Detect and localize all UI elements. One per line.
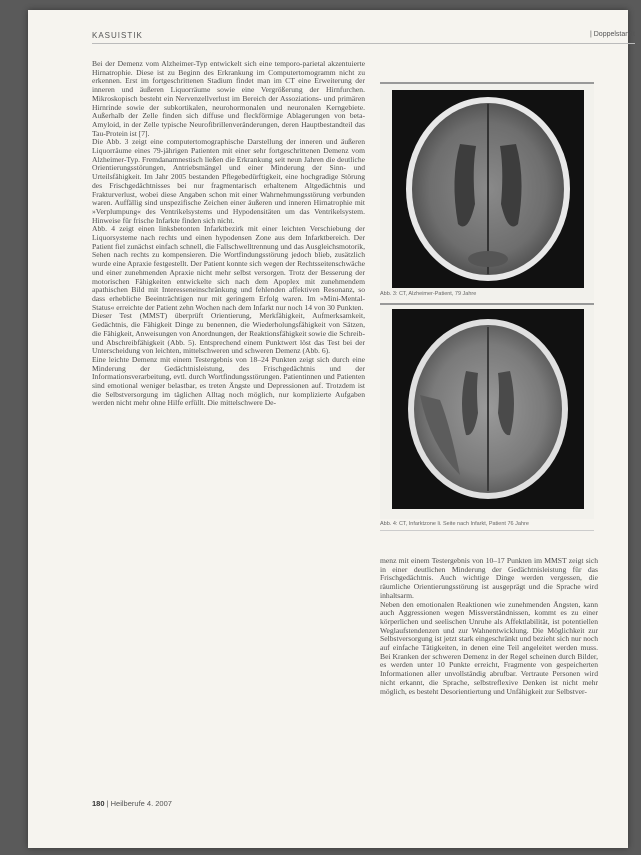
page-footer bbox=[92, 799, 172, 808]
ct-scan-image-2 bbox=[380, 305, 594, 511]
paragraph: Eine leichte Demenz mit einem Testergebnis von 18–24 Punkten zeigt sich durch eine Minderung der Gedächtnisleistung, des Frischgedächtnis und der Informationsverarbeitung, evtl. durch Wortfindungsstörungen. Patientinnen und Patienten sind emotional weniger belastbar, es treten Ängste und Depressionen auf. Trotzdem ist die Selbstversorgung im täglichen Alltag noch möglich, nur komplizierte Aufgaben werden nicht mehr ohne Hilfe erfüllt. Die mittelschwere De- bbox=[92, 354, 365, 408]
paragraph: Abb. 4 zeigt einen linksbetonten Infarktbezirk mit einer leichten Verschiebung der Liquorsysteme nach rechts und einen hypodensen Zone aus dem Infarktbereich. Der Patient fiel zunächst einfach schnell, die Fallschwelltrennung und das Ausgleichsmotorik, Sehen nach rechts zu kompensieren. Die Wortfindungsstörung jedoch blieb, zusätzlich wurde eine Apraxie festgestellt. Der Patient konnte sich wegen der Rechtsseitenschwäche und einer zunehmenden Apraxie nicht mehr selbst versorgen. Trotz der Besserung der motorischen Fähigkeiten entwickelte sich nach dem Apoplex mit zunehmendem apathischen Bild mit Interesseneinschränkung und fehlenden affektiven Resonanz, so dass erhebliche Beeinträchtigen nur mit geringem Erfolg waren. Im »Mini-Mental-Status« erreichte der Patient zehn Wochen nach dem Infarkt nur noch 14 von 30 Punkten. bbox=[92, 224, 365, 312]
running-header-section: KASUISTIK bbox=[92, 31, 143, 40]
header-rule bbox=[92, 43, 635, 44]
paragraph: menz mit einem Testergebnis von 10–17 Punkten im MMST zeigt sich in einer deutlichen Minderung der Gedächtnisleistung für das Frischgedächtnis. Auch wichtige Dinge werden vergessen, die räumliche Orientierungsstörung ist ausgeprägt und die Sprache wird inhaltsarm. bbox=[380, 556, 598, 600]
figure-caption-1: Abb. 3: CT, Alzheimer-Patient, 79 Jahre bbox=[380, 291, 477, 297]
paragraph: Neben den emotionalen Reaktionen wie zunehmenden Ängsten, kann auch Aggressionen wegen Missverständnissen, kommt es zu einer körperlichen und seelischen Unruhe als Affektlabilität, ist potentiellen Weglaufstendenzen und zur Wahnentwicklung. Die Möglichkeit zur Selbstversorgung ist jetzt stark eingeschränkt und bezieht sich nur noch auf einfache Tätigkeiten, in denen eine Teil angeleitet werden muss. Bei Kranken der schweren Demenz in der Regel scheinen durch Bilder, es werden unter 10 Punkte erreicht, Fragmente von gespeicherten Informationen aller unvollständig abrufbar. Vertraute Personen wird nicht erkannt, die Sprache, selbstreflexive Denken ist nicht mehr möglich, es besteht Desorientiertung und Unfähigkeit zur Selbstver- bbox=[380, 599, 598, 696]
paragraph: Bei der Demenz vom Alzheimer-Typ entwickelt sich eine temporo-parietal akzentuierte Hirnatrophie. Diese ist zu Beginn des Erkrankung im Computertomogramm nicht zu erkennen. Erst im fortgeschrittenen Stadium findet man im CT eine Erweiterung der inneren und äußeren Liquorräume sowie eine Vergrößerung der Hirnfurchen. Mikroskopisch besteht ein Nervenzellverlust im Bereich der Assoziations- und primären Hirnrinde sowie der subkortikalen, neurohormonalen und neuronalen Kerngebiete. Außerhalb der Zelle finden sich diffuse und fleckförmige Ablagerungen von beta-Amyloid, in der Zelle typische Neurofibrillenveränderungen, deren Hauptbestandteil das Tau-Protein ist [7]. bbox=[92, 59, 365, 138]
paragraph: Die Abb. 3 zeigt eine computertomographische Darstellung der inneren und äußeren Liquorräume eines 79-jährigen Patienten mit einer sehr fortgeschrittenen Demenz vom Alzheimer-Typ. Fremdanamnestisch ließen die Erkrankung seit neun Jahren die deutliche Orientierungsstörungen, Antriebsmängel und einer Minderung der Sinn- und Urteilsfähigkeit. Im Jahr 2005 bestanden Pflegebedürftigkeit, eine hochgradige Störung des Frischgedächtnisses bei nur fragmentarisch erhaltenem Altgedächtnis und Frakturverlust, wobei diese Angaben schon mit einer Wahrnehmungsstörung verbunden waren. Auffällig sind unspezifische Zeichen einer äußeren und inneren Hirnatrophie mit »Verplumpung« des Ventrikelsystems und Hypodensitäten um das Ventrikelsystem. Hinweise für frische Infarkte finden sich nicht. bbox=[92, 137, 365, 225]
page-number: 180 bbox=[92, 799, 105, 808]
text-column-left bbox=[92, 60, 365, 408]
text-column-right bbox=[380, 557, 598, 696]
running-header-department: | Doppelstandt bbox=[589, 31, 635, 38]
figure-ct-scan-1 bbox=[380, 82, 594, 300]
caption-rule bbox=[380, 530, 594, 531]
figure-caption-2: Abb. 4: CT, Infarktzone li. Seite nach Infarkt, Patient 76 Jahre bbox=[380, 521, 529, 527]
ct-scan-image-1 bbox=[380, 84, 594, 290]
journal-name: | Heilberufe 4. 2007 bbox=[106, 799, 172, 808]
paragraph: Dieser Test (MMST) überprüft Orientierung, Merkfähigkeit, Aufmerksamkeit, Gedächtnis, die Fähigkeit Dinge zu benennen, die Wiederholungsfähigkeit von Sätzen, die Fähigkeit, Anweisungen von Anordnungen, der Reaktionsfähigkeit sowie die Schreib- und Abschreibfähigkeit (Abb. 5). Entsprechend einem Punktwert löst das Test bei der Unterscheidung von leichten, mittelschweren und schweren Demenz (Abb. 6). bbox=[92, 311, 365, 356]
figure-ct-scan-2 bbox=[380, 303, 594, 519]
